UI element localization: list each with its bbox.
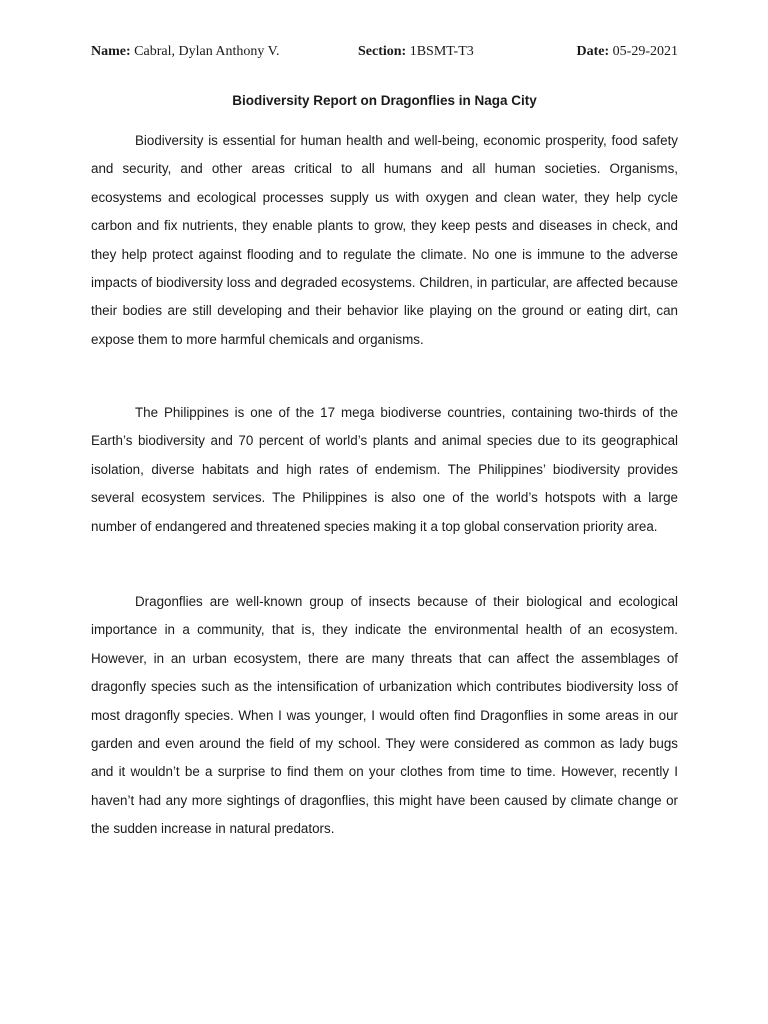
paragraph-1: Biodiversity is essential for human health and well-being, economic prosperity, food safety and security, and other areas critical to all humans and all human societies. Organisms, ecosystems and ecological processes supply us with oxygen and clean water, they help cycle carbon and fix nutrients, they enable plants to grow, they keep pests and diseases in check, and they help protect against flooding and to regulate the climate. No one is immune to the adverse impacts of biodiversity loss and degraded ecosystems. Children, in particular, are affected because their bodies are still developing and their behavior like playing on the ground or eating dirt, can expose them to more harmful chemicals and organisms.: [91, 133, 678, 347]
section-label: Section:: [358, 44, 407, 59]
date-field: [577, 44, 678, 60]
date-value: 05-29-2021: [612, 44, 678, 59]
paragraph-2: The Philippines is one of the 17 mega biodiverse countries, containing two-thirds of the Earth’s biodiversity and 70 percent of world’s plants and animal species due to its geographical isolation, diverse habitats and high rates of endemism. The Philippines’ biodiversity provides several ecosystem services. The Philippines is also one of the world’s hotspots with a large number of endangered and threatened species making it a top global conservation priority area.: [91, 405, 678, 534]
date-label: Date:: [576, 44, 610, 59]
document-header: [91, 44, 678, 66]
section-field: [358, 44, 474, 60]
paragraph-3: Dragonflies are well-known group of insects because of their biological and ecological importance in a community, that is, they indicate the environmental health of an ecosystem. However, in an urban ecosystem, there are many threats that can affect the assemblages of dragonfly species such as the intensification of urbanization which contributes biodiversity loss of most dragonfly species. When I was younger, I would often find Dragonflies in some areas in our garden and even around the field of my school. They were considered as common as lady bugs and it wouldn’t be a surprise to find them on your clothes from time to time. However, recently I haven’t had any more sightings of dragonflies, this might have been caused by climate change or the sudden increase in natural predators.: [91, 594, 678, 837]
section-value: 1BSMT-T3: [409, 44, 474, 59]
name-value: Cabral, Dylan Anthony V.: [134, 44, 280, 59]
name-field: [91, 44, 279, 60]
document-title: Biodiversity Report on Dragonflies in Naga City: [232, 93, 537, 108]
name-label: Name:: [91, 44, 131, 59]
